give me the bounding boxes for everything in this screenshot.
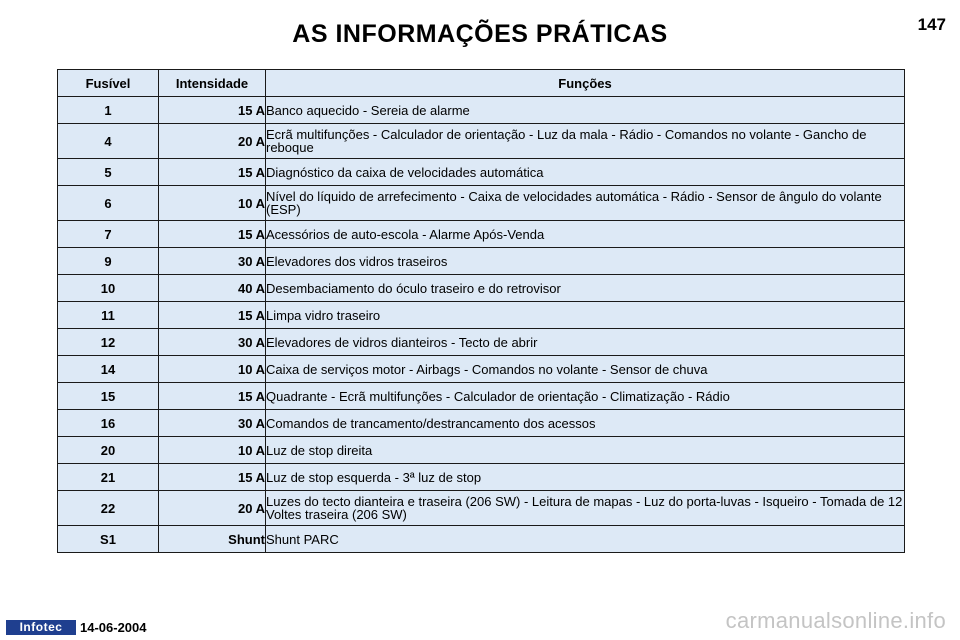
functions-cell: Luz de stop direita [266, 437, 905, 464]
functions-cell: Comandos de trancamento/destrancamento dos acessos [266, 410, 905, 437]
table-row [58, 186, 905, 221]
column-header-intensity: Intensidade [159, 70, 266, 97]
fuse-cell: 6 [58, 186, 159, 221]
fuse-cell: 14 [58, 356, 159, 383]
intensity-cell: 10 A [159, 186, 266, 221]
functions-cell: Quadrante - Ecrã multifunções - Calculador de orientação - Climatização - Rádio [266, 383, 905, 410]
table-row [58, 329, 905, 356]
fuse-cell: 11 [58, 302, 159, 329]
intensity-cell: 20 A [159, 124, 266, 159]
watermark: carmanualsonline.info [725, 608, 946, 633]
intensity-cell: 15 A [159, 221, 266, 248]
table-row [58, 356, 905, 383]
table-row [58, 275, 905, 302]
functions-cell: Caixa de serviços motor - Airbags - Comandos no volante - Sensor de chuva [266, 356, 905, 383]
fuse-cell: 22 [58, 491, 159, 526]
intensity-cell: 30 A [159, 410, 266, 437]
fuse-cell: 16 [58, 410, 159, 437]
functions-cell: Nível do líquido de arrefecimento - Caixa de velocidades automática - Rádio - Sensor de ângulo do volante (ESP) [266, 186, 905, 221]
column-header-fuse: Fusível [58, 70, 159, 97]
intensity-cell: 10 A [159, 356, 266, 383]
intensity-cell: 10 A [159, 437, 266, 464]
fuse-cell: 7 [58, 221, 159, 248]
fuse-cell: 21 [58, 464, 159, 491]
fuse-cell: 12 [58, 329, 159, 356]
table-row [58, 248, 905, 275]
intensity-cell: 30 A [159, 248, 266, 275]
functions-cell: Shunt PARC [266, 526, 905, 553]
intensity-cell: Shunt [159, 526, 266, 553]
table-row [58, 491, 905, 526]
functions-cell: Acessórios de auto-escola - Alarme Após-Venda [266, 221, 905, 248]
infotec-logo: Infotec [6, 620, 76, 635]
functions-cell: Limpa vidro traseiro [266, 302, 905, 329]
functions-cell: Desembaciamento do óculo traseiro e do retrovisor [266, 275, 905, 302]
functions-cell: Banco aquecido - Sereia de alarme [266, 97, 905, 124]
table-header-row [58, 70, 905, 97]
table-row [58, 124, 905, 159]
table-row [58, 302, 905, 329]
page-number: 147 [917, 15, 946, 34]
fuse-cell: 5 [58, 159, 159, 186]
intensity-cell: 40 A [159, 275, 266, 302]
intensity-cell: 15 A [159, 159, 266, 186]
table-row [58, 437, 905, 464]
fuse-cell: S1 [58, 526, 159, 553]
table-row [58, 410, 905, 437]
table-row [58, 221, 905, 248]
fuse-cell: 9 [58, 248, 159, 275]
fuse-cell: 20 [58, 437, 159, 464]
functions-cell: Elevadores de vidros dianteiros - Tecto de abrir [266, 329, 905, 356]
table-row [58, 97, 905, 124]
intensity-cell: 15 A [159, 464, 266, 491]
page-title: AS INFORMAÇÕES PRÁTICAS [292, 20, 668, 48]
fuse-cell: 10 [58, 275, 159, 302]
table-row [58, 383, 905, 410]
functions-cell: Elevadores dos vidros traseiros [266, 248, 905, 275]
functions-cell: Ecrã multifunções - Calculador de orientação - Luz da mala - Rádio - Comandos no volante - Gancho de reboque [266, 124, 905, 159]
functions-cell: Luzes do tecto dianteira e traseira (206 SW) - Leitura de mapas - Luz do porta-luvas - Isqueiro - Tomada de 12 Voltes traseira (206 SW) [266, 491, 905, 526]
intensity-cell: 15 A [159, 97, 266, 124]
intensity-cell: 20 A [159, 491, 266, 526]
table-row [58, 159, 905, 186]
functions-cell: Diagnóstico da caixa de velocidades automática [266, 159, 905, 186]
fuse-cell: 1 [58, 97, 159, 124]
fuse-cell: 15 [58, 383, 159, 410]
fuse-cell: 4 [58, 124, 159, 159]
functions-cell: Luz de stop esquerda - 3ª luz de stop [266, 464, 905, 491]
column-header-functions: Funções [266, 70, 905, 97]
intensity-cell: 15 A [159, 383, 266, 410]
table-row [58, 464, 905, 491]
table-row [58, 526, 905, 553]
intensity-cell: 30 A [159, 329, 266, 356]
footer-date: 14-06-2004 [80, 620, 147, 635]
intensity-cell: 15 A [159, 302, 266, 329]
fuse-table [57, 69, 905, 553]
